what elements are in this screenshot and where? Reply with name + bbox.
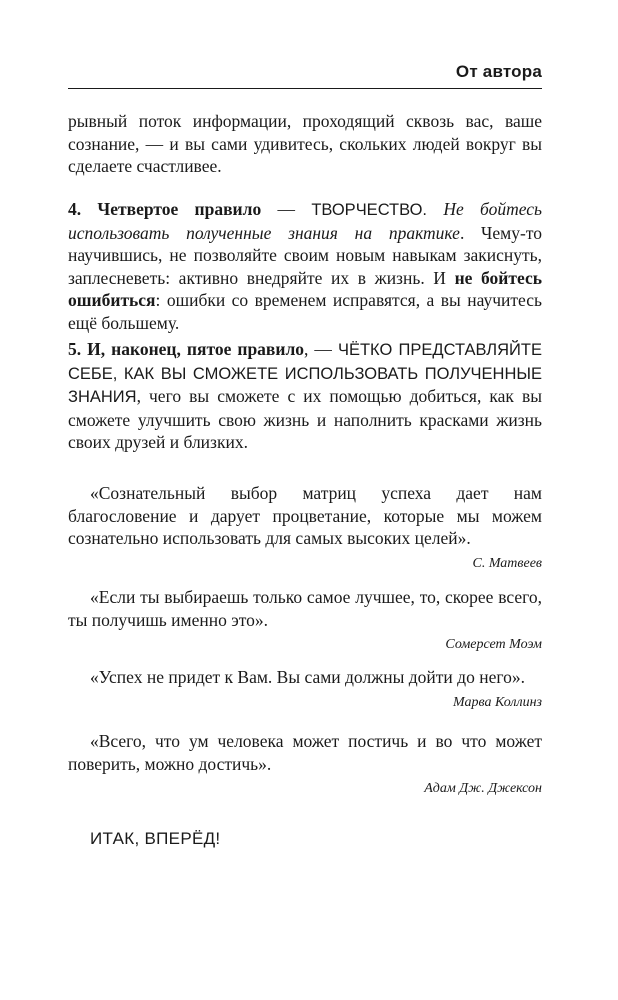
rule-4-italic: Не бойтесь использовать полученные знания на практике [68,199,542,243]
quote-author: Адам Дж. Джексон [424,781,542,796]
closing-line: ИТАК, ВПЕРЁД! [90,829,221,848]
quote-text: «Сознательный выбор матриц успеха дает нам благословение и дарует процветание, которые мы можем сознательно использовать для самых высоких целей». [68,483,542,548]
quote-block [68,730,542,799]
paragraph-rule-5 [68,338,542,454]
quote-text: «Всего, что ум человека может постичь и во что может поверить, можно достичь». [68,731,542,774]
rule-5-text: , чего вы сможете с их помощью добиться, как вы сможете улучшить свою жизнь и наполнить красками жизнь своих друзей и близких. [68,386,542,452]
rule-4-text: . Чему-то научившись, не позволяйте своим новым навыкам закиснуть, заплесневеть: активно внедряйте их в жизнь. И [68,222,542,288]
rule-5-dash: , — [304,339,338,359]
rule-4-label: 4. Четвертое правило [68,199,262,219]
paragraph-rule-4 [68,198,542,334]
paragraph-continuation: рывный поток информации, проходящий сквозь вас, ваше сознание, — и вы сами удивитесь, скольких людей вокруг вы сделаете счастливее. [68,111,542,176]
running-header-title: От автора [455,62,542,81]
quote-text: «Успех не придет к Вам. Вы сами должны дойти до него». [90,667,525,687]
rule-4-dash: — [261,199,312,219]
rule-4-text-end: : ошибки со временем исправятся, а вы научитесь ещё большему. [68,290,542,333]
quote-text: «Если ты выбираешь только самое лучшее, то, скорее всего, ты получишь именно это». [68,587,542,630]
rule-4-bold-phrase: не бойтесь ошибиться [68,267,542,310]
header-rule [68,88,542,89]
quote-block [68,586,542,655]
rule-4-keyword: ТВОРЧЕСТВО. [311,201,428,219]
quote-author: С. Матвеев [472,555,542,571]
quote-block [68,482,542,574]
quote-author: Сомерсет Моэм [445,637,542,652]
rule-5-caps: ЧЁТКО ПРЕДСТАВЛЯЙТЕ СЕБЕ, КАК ВЫ СМОЖЕТЕ ИСПОЛЬЗОВАТЬ ПОЛУЧЕННЫЕ ЗНАНИЯ [68,341,542,406]
rule-5-label: 5. И, наконец, пятое правило [68,339,305,359]
quote-author: Марва Коллинз [453,694,542,710]
quote-block [68,666,542,713]
